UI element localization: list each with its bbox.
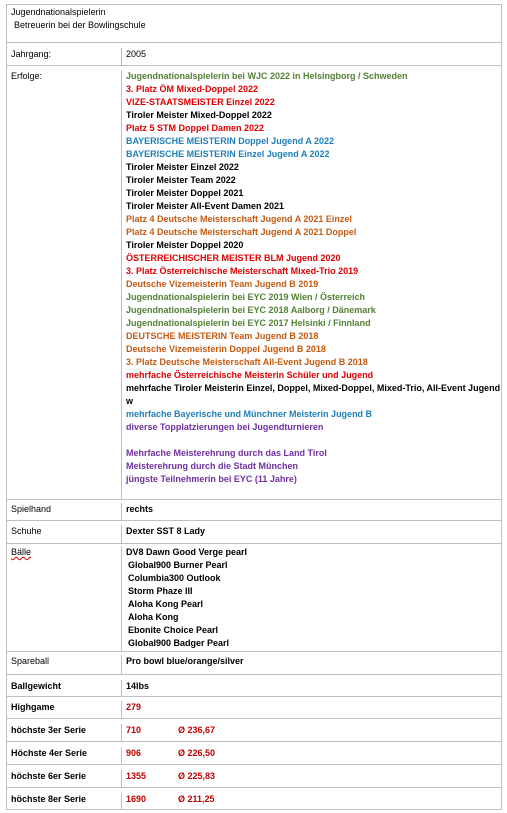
serie-average: Ø 236,67 (178, 725, 216, 735)
erfolg-item: BAYERISCHE MEISTERIN Einzel Jugend A 2022 (126, 149, 330, 159)
erfolg-item: Tiroler Meister Mixed-Doppel 2022 (126, 110, 272, 120)
erfolg-item: Tiroler Meister Doppel 2021 (126, 188, 244, 198)
ball-item: Aloha Kong (128, 612, 179, 622)
serie-label: höchste 3er Serie (11, 725, 87, 735)
erfolge-label: Erfolge: (11, 71, 43, 81)
serie-label: höchste 8er Serie (11, 794, 87, 804)
erfolg-item: Meisterehrung durch die Stadt München (126, 461, 299, 471)
erfolg-item: 3. Platz Deutsche Meisterschaft All-Event Jugend B 2018 (126, 357, 368, 367)
profile-table (6, 4, 502, 810)
erfolg-item: 3. Platz Österreichische Meisterschaft Mixed-Trio 2019 (126, 266, 359, 276)
erfolg-item: ÖSTERREICHISCHER MEISTER BLM Jugend 2020 (126, 253, 341, 263)
ballgewicht-label: Ballgewicht (11, 681, 62, 691)
baelle-list (122, 546, 501, 651)
spielhand-row (7, 499, 501, 520)
ballgewicht-row (7, 674, 501, 696)
erfolg-item: Tiroler Meister All-Event Damen 2021 (126, 201, 285, 211)
erfolg-item: mehrfache Tiroler Meisterin Einzel, Doppel, Mixed-Doppel, Mixed-Trio, All-Event Jugend w (126, 383, 501, 406)
erfolg-item: BAYERISCHE MEISTERIN Doppel Jugend A 2022 (126, 136, 335, 146)
erfolg-item: Tiroler Meister Einzel 2022 (126, 162, 239, 172)
erfolg-item: Platz 5 STM Doppel Damen 2022 (126, 123, 265, 133)
spareball-label: Spareball (11, 656, 50, 666)
erfolg-item: mehrfache Bayerische und Münchner Meisterin Jugend B (126, 409, 373, 419)
erfolg-item: 3. Platz ÖM Mixed-Doppel 2022 (126, 84, 259, 94)
erfolg-item: jüngste Teilnehmerin bei EYC (11 Jahre) (126, 474, 297, 484)
erfolg-item: DEUTSCHE MEISTERIN Team Jugend B 2018 (126, 331, 319, 341)
header-title: Jugendnationalspielerin (11, 7, 106, 17)
header-row (7, 5, 501, 42)
erfolge-row (7, 65, 501, 499)
highgame-value: 279 (126, 702, 142, 712)
serie-total: 906 (126, 748, 142, 758)
erfolg-item (126, 434, 501, 447)
schuhe-label: Schuhe (11, 526, 42, 536)
ballgewicht-value: 14lbs (126, 681, 150, 691)
serie-row (7, 787, 501, 809)
ball-item: Global900 Badger Pearl (128, 638, 230, 648)
ball-item: Aloha Kong Pearl (128, 599, 204, 609)
erfolg-item: Mehrfache Meisterehrung durch das Land Tirol (126, 448, 327, 458)
header-subtitle: Betreuerin bei der Bowlingschule (14, 20, 146, 30)
schuhe-row (7, 520, 501, 543)
serie-average: Ø 225,83 (178, 771, 216, 781)
spareball-value: Pro bowl blue/orange/silver (126, 656, 244, 666)
erfolg-item: VIZE-STAATSMEISTER Einzel 2022 (126, 97, 275, 107)
serie-average: Ø 226,50 (178, 748, 216, 758)
erfolg-item: Deutsche Vizemeisterin Doppel Jugend B 2018 (126, 344, 326, 354)
erfolg-item: Tiroler Meister Team 2022 (126, 175, 236, 185)
serie-row (7, 741, 501, 764)
serie-total: 710 (126, 725, 142, 735)
serie-label: Höchste 4er Serie (11, 748, 88, 758)
serie-label: höchste 6er Serie (11, 771, 87, 781)
serie-total: 1690 (126, 794, 147, 804)
erfolg-item: Jugendnationalspielerin bei WJC 2022 in Helsingborg / Schweden (126, 71, 408, 81)
erfolg-item: Jugendnationalspielerin bei EYC 2019 Wien / Österreich (126, 292, 365, 302)
spielhand-value: rechts (126, 504, 154, 514)
spareball-row (7, 651, 501, 674)
ball-item: Ebonite Choice Pearl (128, 625, 219, 635)
serie-row (7, 764, 501, 787)
highgame-label: Highgame (11, 702, 55, 712)
jahrgang-label: Jahrgang: (11, 49, 52, 59)
jahrgang-value: 2005 (126, 49, 147, 59)
erfolg-item: Tiroler Meister Doppel 2020 (126, 240, 244, 250)
erfolg-item: Platz 4 Deutsche Meisterschaft Jugend A 2021 Einzel (126, 214, 352, 224)
serie-average: Ø 211,25 (178, 794, 215, 804)
baelle-row (7, 543, 501, 651)
erfolg-item: Jugendnationalspielerin bei EYC 2018 Aalborg / Dänemark (126, 305, 376, 315)
erfolg-item: Deutsche Vizemeisterin Team Jugend B 2019 (126, 279, 319, 289)
erfolg-item: Jugendnationalspielerin bei EYC 2017 Helsinki / Finnland (126, 318, 371, 328)
erfolge-list (122, 70, 501, 499)
ball-item: DV8 Dawn Good Verge pearl (126, 547, 248, 557)
ball-item: Global900 Burner Pearl (128, 560, 228, 570)
ball-item: Columbia300 Outlook (128, 573, 221, 583)
schuhe-value: Dexter SST 8 Lady (126, 526, 206, 536)
serie-total: 1355 (126, 771, 147, 781)
serie-row (7, 718, 501, 741)
jahrgang-row (7, 42, 501, 65)
ball-item: Storm Phaze III (128, 586, 193, 596)
baelle-label: Bälle (11, 547, 32, 557)
erfolg-item: mehrfache Österreichische Meisterin Schüler und Jugend (126, 370, 374, 380)
spielhand-label: Spielhand (11, 504, 52, 514)
erfolg-item: Platz 4 Deutsche Meisterschaft Jugend A 2021 Doppel (126, 227, 357, 237)
erfolg-item: diverse Topplatzierungen bei Jugendturnieren (126, 422, 324, 432)
highgame-row (7, 696, 501, 718)
